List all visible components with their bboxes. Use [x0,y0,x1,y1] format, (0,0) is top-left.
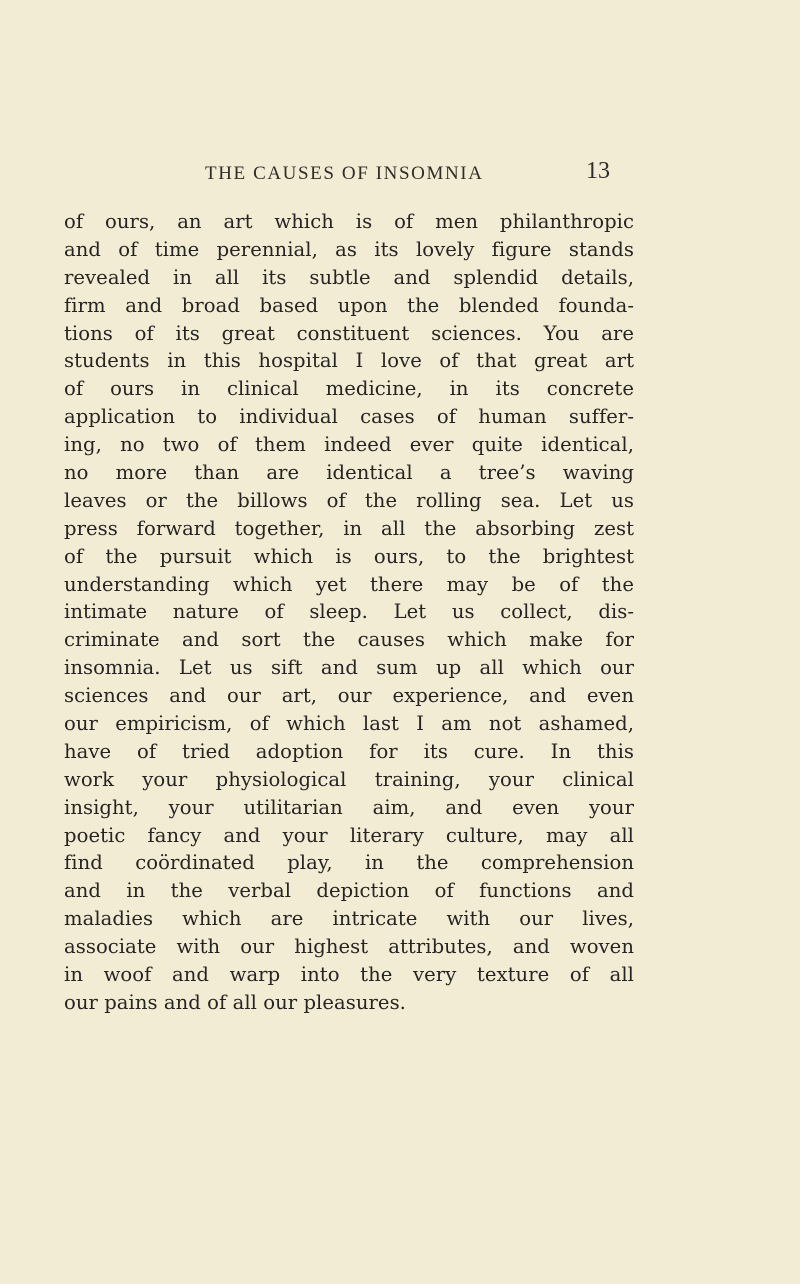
text-line: find coördinated play, in the comprehension [64,851,634,875]
text-line: tions of its great constituent sciences. You are [64,321,634,345]
text-line: press forward together, in all the absorbing zest [64,516,634,540]
text-line: firm and broad based upon the blended founda- [64,293,634,317]
text-line-last: our pains and of all our pleasures. [64,990,406,1014]
text-line: revealed in all its subtle and splendid details, [64,265,634,289]
text-line: of ours in clinical medicine, in its concrete [64,377,634,401]
text-line: criminate and sort the causes which make for [64,628,634,652]
text-line: work your physiological training, your clinical [64,767,634,791]
page-number: 13 [586,158,610,184]
running-title: THE CAUSES OF INSOMNIA [205,163,484,184]
text-line: and in the verbal depiction of functions and [64,879,634,903]
text-line: have of tried adoption for its cure. In this [64,739,634,763]
text-line: no more than are identical a tree’s waving [64,461,634,485]
text-line: insight, your utilitarian aim, and even your [64,795,634,819]
text-line: maladies which are intricate with our lives, [64,907,634,931]
text-line: our empiricism, of which last I am not ashamed, [64,712,634,736]
text-line: of ours, an art which is of men philanthropic [64,210,634,233]
text-line: associate with our highest attributes, and woven [64,935,634,959]
body-paragraph [64,208,634,1017]
text-line: students in this hospital I love of that great art [64,349,634,373]
text-line: insomnia. Let us sift and sum up all which our [64,656,634,680]
text-line: and of time perennial, as its lovely figure stands [64,237,634,261]
text-line: application to individual cases of human suffer- [64,405,634,429]
text-line: leaves or the billows of the rolling sea. Let us [64,488,634,512]
text-line: ing, no two of them indeed ever quite identical, [64,433,634,457]
text-line: intimate nature of sleep. Let us collect, dis- [64,600,634,624]
text-line: in woof and warp into the very texture of all [64,963,634,987]
text-line: of the pursuit which is ours, to the brightest [64,544,634,568]
text-line: sciences and our art, our experience, and even [64,684,634,708]
text-line: understanding which yet there may be of the [64,572,634,596]
text-line: poetic fancy and your literary culture, may all [64,823,634,847]
